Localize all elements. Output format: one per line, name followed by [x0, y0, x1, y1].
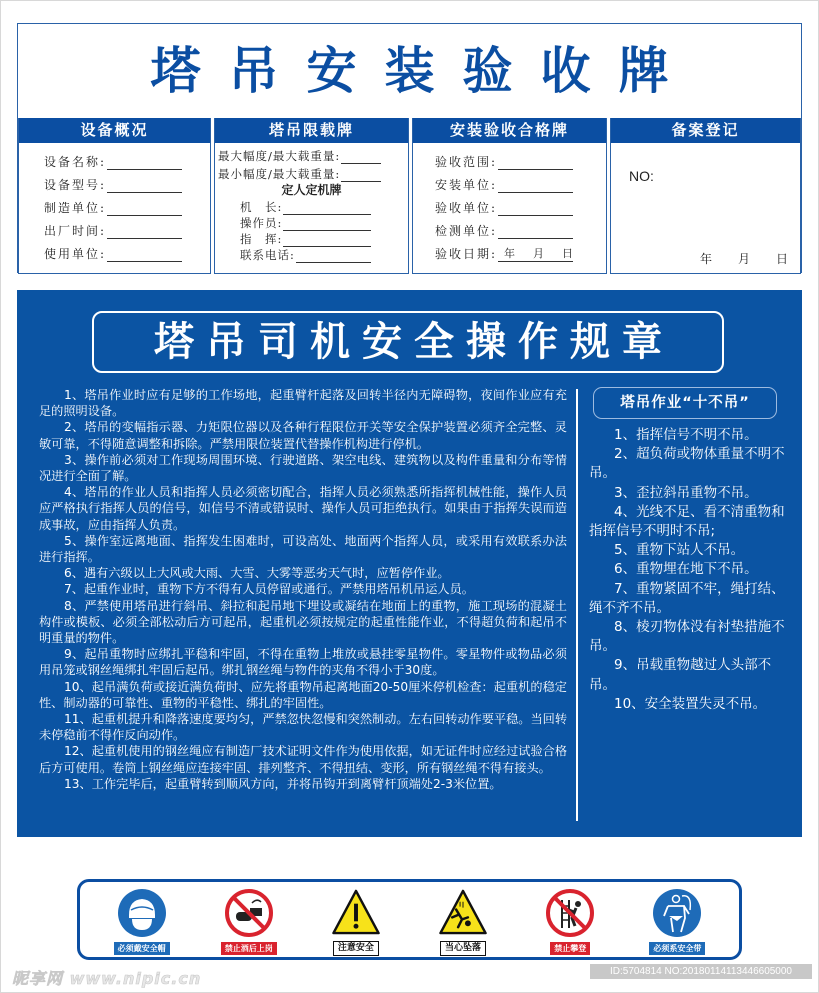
- rule-item: 12、起重机使用的钢丝绳应有制造厂技术证明文件作为使用依据，如无证件时应经过试验合格后方可使用。卷筒上钢丝绳应连接牢固、排列整齐、不得扭结、变形，所有钢丝绳不得有接头。: [39, 744, 568, 775]
- blank-line: [107, 225, 182, 239]
- rule-item: 4、塔吊的作业人员和指挥人员必须密切配合，指挥人员必须熟悉所指挥机械性能，操作人员应严格执行指挥人员的信号，如信号不清或错误时、操作人员可拒绝执行。如果由于指挥失误而造成事故，应由指挥人负责。: [39, 485, 567, 532]
- rule-item: 13、工作完毕后，起重臂转到顺风方向，并将吊钩开到离臂杆顶端处2-3米位置。: [64, 776, 502, 791]
- blank-line: [341, 150, 381, 164]
- equipment-name-field[interactable]: 设备名称:: [19, 147, 210, 170]
- installer-field[interactable]: 安装单位:: [413, 170, 606, 193]
- rules-title-frame: [92, 311, 724, 373]
- rule-item: 10、起吊满负荷或接近满负荷时、应先将重物吊起离地面20-50厘米停机检查：起重机的稳定性、制动器的可靠性、重物的平稳性、绑扎的牢固性。: [39, 679, 567, 710]
- user-unit-field[interactable]: 使用单位:: [19, 239, 210, 262]
- registration-date: 年 月 日: [699, 252, 788, 266]
- sign-wear-hard-hat: [102, 884, 182, 956]
- rule-item: 1、塔吊作业时应有足够的工作场地，起重臂杆起落及回转半径内无障碍物，夜间作业应有充足的照明设备。: [39, 388, 567, 419]
- rule-item: 8、严禁使用塔吊进行斜吊、斜拉和起吊地下埋设或凝结在地面上的重物，施工现场的混凝土构件或模板、必须全部松动后方可起吊，起重机必须按规定的起重性能作业，不得超负荷和起吊不明重量的物件。: [39, 598, 567, 646]
- equipment-model-field[interactable]: 设备型号:: [19, 170, 210, 193]
- operator-field[interactable]: 操作员:: [215, 215, 408, 231]
- no-lift-item: 3、歪拉斜吊重物不吊。: [614, 484, 758, 501]
- acceptance-title: 塔吊安装验收牌: [150, 42, 697, 100]
- min-range-load-field[interactable]: 最小幅度/最大载重量:: [215, 164, 408, 182]
- blank-line: [107, 179, 182, 193]
- blank-line: [341, 168, 381, 182]
- no-lift-item: 10、安全装置失灵不吊。: [614, 695, 767, 712]
- no-lift-item: 1、指挥信号不明不吊。: [614, 427, 758, 443]
- no-lift-item: 6、重物埋在地下不吊。: [614, 561, 758, 578]
- phone-field[interactable]: 联系电话:: [215, 247, 408, 263]
- falling-icon: [438, 888, 488, 937]
- blank-line: [498, 179, 573, 193]
- sign-caption: 当心坠落: [440, 941, 486, 956]
- rule-item: 5、操作室远离地面、指挥发生困难时，可设高处、地面两个指挥人员，或采用有效联系办法进行指挥。: [39, 533, 567, 565]
- no-lift-item: 8、棱刃物体没有衬垫措施不吊。: [589, 619, 785, 655]
- watermark-id: ID:5704814 NO:20180114113446605000: [590, 964, 812, 979]
- no-lift-item: 5、重物下站人不吊。: [614, 542, 745, 559]
- blank-line: [498, 225, 573, 239]
- no-lift-item: 2、超负荷或物体重量不明不吊。: [589, 446, 785, 482]
- rule-item: 3、操作前必须对工作现场周围环境、行驶道路、架空电线、建筑物以及构件重量和分布等情况进行全面了解。: [39, 452, 567, 484]
- sign-caption: 注意安全: [333, 941, 379, 956]
- rule-item: 9、起吊重物时应绑扎平稳和牢固，不得在重物上堆放或悬挂零星物件。零星物件或物品必须用吊笼或钢丝绳绑扎牢固后起吊。绑扎钢丝绳与物件的夹角不得小于30度。: [39, 647, 567, 678]
- column-divider: [576, 389, 578, 821]
- max-range-load-field[interactable]: 最大幅度/最大载重量:: [215, 146, 408, 164]
- no-climbing-icon: [545, 888, 595, 938]
- acceptance-date-field[interactable]: 验收日期: 年 月 日: [435, 247, 574, 261]
- blank-line: [283, 201, 371, 215]
- rule-item: 6、遇有六级以上大风或大雨、大雪、大雾等恶劣天气时，应暂停作业。: [64, 566, 450, 581]
- column-header: 塔吊限载牌: [215, 118, 408, 143]
- fixed-crew-subtitle: 定人定机牌: [281, 183, 342, 197]
- manufacturer-field[interactable]: 制造单位:: [19, 193, 210, 216]
- blank-line: [296, 249, 371, 263]
- warning-icon: [331, 888, 381, 937]
- rules-title: 塔吊司机安全操作规章: [154, 319, 674, 365]
- sign-caption: 必须系安全带: [649, 942, 705, 955]
- sign-beware-falling: [423, 884, 503, 956]
- sign-caption: 禁止攀登: [550, 942, 590, 955]
- rule-item: 2、塔吊的变幅指示器、力矩限位器以及各种行程限位开关等安全保护装置必须齐全完整、灵敏可靠，不得随意调整和拆除。严禁用限位装置代替操作机构进行停机。: [39, 420, 567, 451]
- column-header: 备案登记: [611, 118, 800, 143]
- date-blank: 年 月 日: [498, 245, 573, 262]
- acceptance-scope-field[interactable]: 验收范围:: [413, 147, 606, 170]
- rules-list: [39, 387, 567, 792]
- registration-number-label: NO:: [629, 168, 654, 184]
- sign-caption: 禁止酒后上岗: [221, 942, 277, 955]
- inspector-field[interactable]: 检测单位:: [413, 216, 606, 239]
- rule-item: 11、起重机提升和降落速度要均匀，严禁忽快忽慢和突然制动。左右回转动作要平稳。当回转未停稳前不得作反向动作。: [39, 712, 568, 743]
- ten-no-lift-list: [589, 426, 785, 714]
- ten-no-lift-title: 塔吊作业“十不吊”: [593, 387, 777, 419]
- blank-line: [107, 248, 182, 262]
- load-limit-column: [214, 118, 409, 274]
- blank-line: [283, 217, 371, 231]
- column-header: 设备概况: [19, 118, 210, 143]
- operation-rules-board: [17, 290, 802, 837]
- commander-field[interactable]: 指 挥:: [215, 231, 408, 247]
- acceptor-field[interactable]: 验收单位:: [413, 193, 606, 216]
- blank-line: [107, 156, 182, 170]
- acceptance-columns: [18, 118, 801, 274]
- blank-line: [283, 233, 371, 247]
- hard-hat-icon: [117, 888, 167, 938]
- sign-no-drinking: [209, 884, 289, 956]
- column-header: 安装验收合格牌: [413, 118, 606, 143]
- sign-no-climbing: [530, 884, 610, 956]
- acceptance-board: [17, 23, 802, 273]
- blank-line: [498, 156, 573, 170]
- safety-harness-icon: [652, 888, 702, 938]
- sign-caption: 必须戴安全帽: [114, 942, 170, 955]
- no-lift-item: 9、吊载重物越过人头部不吊。: [589, 657, 772, 693]
- manufacture-date-field[interactable]: 出厂时间:: [19, 216, 210, 239]
- no-lift-item: 7、重物紧固不牢，绳打结、绳不齐不吊。: [589, 580, 785, 616]
- safety-signs-strip: [77, 879, 742, 960]
- blank-line: [107, 202, 182, 216]
- equipment-overview-column: [18, 118, 211, 274]
- filing-registration-column: [610, 118, 801, 274]
- acceptance-qualified-column: [412, 118, 607, 274]
- sign-caution: [316, 884, 396, 956]
- watermark-logo: 昵享网 www.nipic.cn: [12, 969, 202, 988]
- no-lift-item: 4、光线不足、看不清重物和指挥信号不明时不吊;: [589, 503, 785, 540]
- blank-line: [498, 202, 573, 216]
- rule-item: 7、起重作业时，重物下方不得有人员停留或通行。严禁用塔吊机吊运人员。: [64, 582, 474, 597]
- captain-field[interactable]: 机 长:: [215, 199, 408, 215]
- no-drinking-icon: [224, 888, 274, 938]
- sign-wear-safety-harness: [637, 884, 717, 956]
